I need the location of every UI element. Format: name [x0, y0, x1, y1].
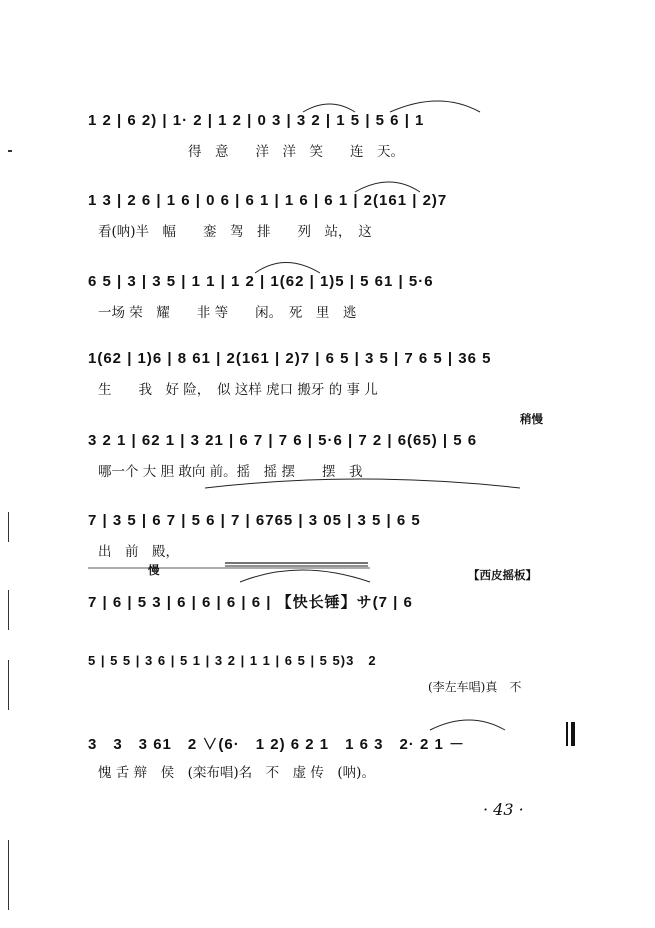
- section-label: 【西皮摇板】: [468, 568, 537, 582]
- notation-line: 7 | 3 5 | 6 7 | 5 6 | 7 | 6765 | 3 05 | 3 5 | 6 5: [88, 512, 421, 529]
- tempo-mark: 稍慢: [520, 412, 543, 426]
- notation-line: 1 2 | 6 2) | 1· 2 | 1 2 | 0 3 | 3 2 | 1 5 | 5 6 | 1: [88, 112, 425, 129]
- notation-line: 1(62 | 1)6 | 8 61 | 2(161 | 2)7 | 6 5 | 3 5 | 7 6 5 | 36 5: [88, 350, 492, 367]
- lyric-line: 一场 荣 耀 非 等 闲。 死 里 逃: [98, 305, 357, 321]
- lyric-line: (李左车唱)真 不: [428, 680, 522, 694]
- lyric-line: 生 我 好 险， 似 这样 虎口 搬牙 的 事 儿: [98, 382, 378, 398]
- notation-line: 1 3 | 2 6 | 1 6 | 0 6 | 6 1 | 1 6 | 6 1 | 2(161 | 2)7: [88, 192, 448, 209]
- lyric-line: 出 前 殿，: [98, 544, 179, 560]
- notation-line: 3 2 1 | 62 1 | 3 21 | 6 7 | 7 6 | 5·6 | 7 2 | 6(65) | 5 6: [88, 432, 478, 449]
- notation-line: 5 | 5 5 | 3 6 | 5 1 | 3 2 | 1 1 | 6 5 | 5 5)3 2: [88, 653, 377, 668]
- lyric-line: 愧 舌 辩 侯 (栾布唱)名 不 虚 传 (呐)。: [98, 765, 375, 781]
- tempo-mark: 慢: [148, 563, 160, 577]
- final-barline: [571, 722, 575, 746]
- margin-mark: [8, 660, 9, 710]
- margin-mark: [8, 590, 9, 630]
- lyric-line: 看(呐)半 幅 銮 驾 排 列 站， 这: [98, 224, 372, 240]
- page-number: · 43 ·: [483, 800, 524, 819]
- final-barline: [566, 722, 568, 746]
- margin-mark: [8, 512, 9, 542]
- margin-mark: [8, 840, 9, 910]
- lyric-line: 得 意 洋 洋 笑 连 天。: [188, 144, 404, 160]
- notation-line: 3 3 3 61 2 ∨(6· 1 2) 6 2 1 1 6 3 2· 2 1 －: [88, 736, 465, 753]
- notation-line: 6 5 | 3 | 3 5 | 1 1 | 1 2 | 1(62 | 1)5 | 5 61 | 5·6: [88, 273, 434, 290]
- margin-mark: [8, 150, 12, 152]
- notation-line: 7 | 6 | 5 3 | 6 | 6 | 6 | 6 | 【快长锤】サ(7 | 6: [88, 594, 413, 611]
- lyric-line: 哪一个 大 胆 敢向 前。摇 摇 摆 摆 我: [98, 464, 363, 480]
